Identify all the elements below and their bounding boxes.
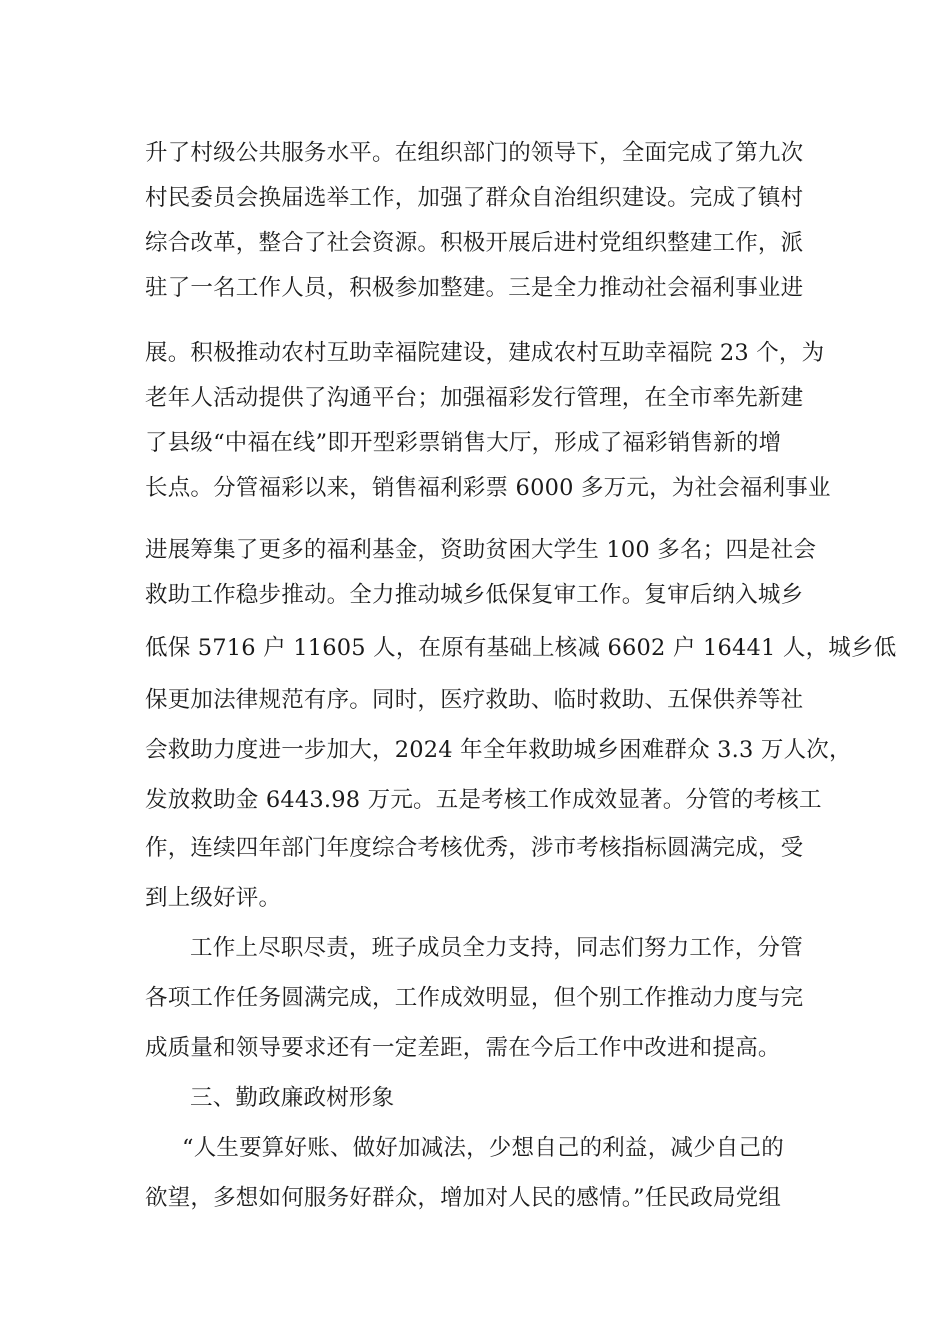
- section-heading: 三、勤政廉政树形象: [190, 1085, 395, 1111]
- body-text-line: “人生要算好账、做好加减法，少想自己的利益，减少自己的: [182, 1135, 784, 1161]
- body-text-line: 升了村级公共服务水平。在组织部门的领导下，全面完成了第九次: [145, 140, 804, 166]
- body-text-line: 了县级“中福在线”即开型彩票销售大厅，形成了福彩销售新的增: [145, 430, 782, 456]
- body-text-line: 救助工作稳步推动。全力推动城乡低保复审工作。复审后纳入城乡: [145, 582, 804, 608]
- body-text-line: 长点。分管福彩以来，销售福利彩票 6000 多万元，为社会福利事业: [145, 475, 831, 501]
- body-text-line: 成质量和领导要求还有一定差距，需在今后工作中改进和提高。: [145, 1035, 781, 1061]
- body-text-line: 作，连续四年部门年度综合考核优秀，涉市考核指标圆满完成，受: [145, 835, 804, 861]
- body-text-line: 综合改革，整合了社会资源。积极开展后进村党组织整建工作，派: [145, 230, 804, 256]
- body-text-line: 老年人活动提供了沟通平台；加强福彩发行管理，在全市率先新建: [145, 385, 804, 411]
- body-text-line: 工作上尽职尽责，班子成员全力支持，同志们努力工作，分管: [190, 935, 803, 961]
- body-text-line: 欲望，多想如何服务好群众，增加对人民的感情。”任民政局党组: [145, 1185, 782, 1211]
- body-text-line: 发放救助金 6443.98 万元。五是考核工作成效显著。分管的考核工: [145, 787, 822, 813]
- body-text-line: 驻了一名工作人员，积极参加整建。三是全力推动社会福利事业进: [145, 275, 804, 301]
- body-text-line: 低保 5716 户 11605 人，在原有基础上核减 6602 户 16441 人，城乡低: [145, 635, 897, 661]
- body-text-line: 村民委员会换届选举工作，加强了群众自治组织建设。完成了镇村: [145, 185, 804, 211]
- body-text-line: 展。积极推动农村互助幸福院建设，建成农村互助幸福院 23 个，为: [145, 340, 825, 366]
- body-text-line: 会救助力度进一步加大，2024 年全年救助城乡困难群众 3.3 万人次，: [145, 737, 852, 763]
- body-text-line: 进展筹集了更多的福利基金，资助贫困大学生 100 多名；四是社会: [145, 537, 817, 563]
- body-text-line: 各项工作任务圆满完成，工作成效明显，但个别工作推动力度与完: [145, 985, 804, 1011]
- body-text-line: 保更加法律规范有序。同时，医疗救助、临时救助、五保供养等社: [145, 687, 804, 713]
- body-text-line: 到上级好评。: [145, 885, 282, 911]
